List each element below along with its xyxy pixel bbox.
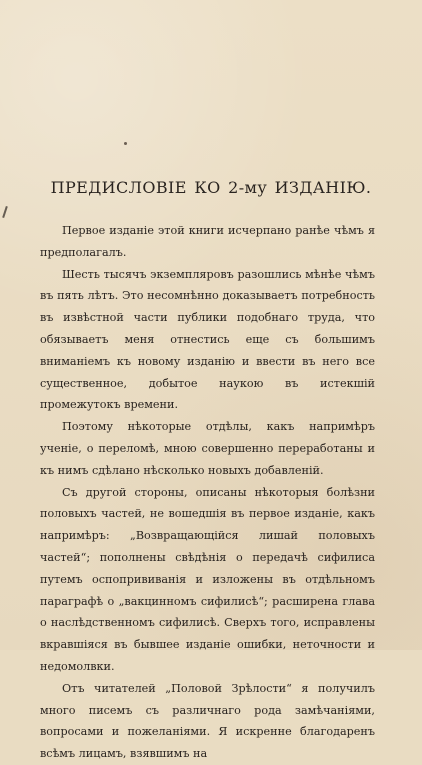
paragraph-5: Отъ читателей „Половой Зрѣлости“ я получилъ много писемъ съ различнаго рода замѣчаніями, вопросами и пожеланіями. Я искренне благодаренъ всѣмъ лицамъ, взявшимъ на [40,681,375,761]
ink-speck [124,142,127,145]
margin-mark [2,206,8,218]
paragraph-2: Шесть тысячъ экземпляровъ разошлись мѣнѣе чѣмъ въ пять лѣтъ. Это несомнѣнно доказываетъ потребность въ извѣстной части публики подобнаго труда, что обязываетъ меня отнестись еще съ большимъ вниманіемъ къ новому изданію и ввести въ него все существенное, добытое наукою въ истекшій промежутокъ времени. [40,267,375,412]
paragraph-1: Первое изданіе этой книги исчерпано ранѣе чѣмъ я предполагалъ. [40,224,375,259]
paragraph-4: Съ другой стороны, описаны нѣкоторыя болѣзни половыхъ частей, не вошедшія въ первое изданіе, какъ напримѣръ: „Возвращающійся лишай половыхъ частей“; пополнены свѣдѣнія о передачѣ сифилиса путемъ оспопрививанія и изложены въ отдѣльномъ параграфѣ о „вакцинномъ сифилисѣ“; расширена глава о наслѣдственномъ сифилисѣ. Сверхъ того, исправлены вкравшіяся въ бывшее изданіе ошибки, неточности и недомолвки. [40,485,375,673]
page-heading: ПРЕДИСЛОВІЕ КО 2-му ИЗДАНІЮ. [50,178,372,197]
preface-body [40,220,375,765]
paragraph-3: Поэтому нѣкоторые отдѣлы, какъ напримѣръ ученіе, о переломѣ, мною совершенно переработаны и къ нимъ сдѣлано нѣсколько новыхъ добавленій. [40,420,375,477]
